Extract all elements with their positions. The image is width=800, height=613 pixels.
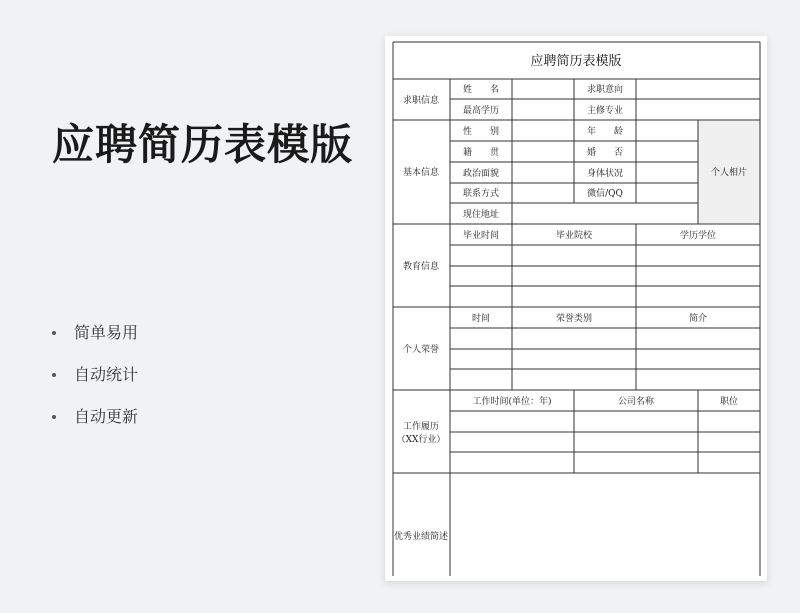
page-headline: 应聘简历表模版 bbox=[52, 120, 354, 169]
field-wechat-label: 微信/QQ bbox=[587, 189, 623, 199]
resume-form-grid bbox=[385, 36, 767, 581]
feature-label: 自动统计 bbox=[74, 365, 139, 384]
feature-label: 自动更新 bbox=[74, 407, 139, 426]
feature-item bbox=[52, 396, 138, 438]
field-marital-label: 婚 否 bbox=[586, 148, 624, 158]
bullet-icon bbox=[52, 373, 56, 377]
education-header-time: 毕业时间 bbox=[462, 231, 500, 241]
feature-item bbox=[52, 354, 138, 396]
work-header-position: 职位 bbox=[719, 397, 739, 407]
field-political-label: 政治面貌 bbox=[462, 169, 500, 179]
section-work-sublabel: （XX行业） bbox=[396, 435, 446, 445]
feature-label: 简单易用 bbox=[74, 323, 139, 342]
education-header-degree: 学历学位 bbox=[679, 231, 717, 241]
field-photo-label: 个人相片 bbox=[710, 168, 748, 178]
feature-list bbox=[52, 312, 138, 438]
form-title: 应聘简历表模版 bbox=[530, 54, 622, 69]
honor-header-intro: 简介 bbox=[688, 314, 708, 324]
field-degree-label: 最高学历 bbox=[462, 106, 500, 116]
field-name-label: 姓 名 bbox=[462, 85, 500, 95]
section-education-label: 教育信息 bbox=[402, 262, 440, 272]
work-header-company: 公司名称 bbox=[617, 397, 655, 407]
field-major-label: 主修专业 bbox=[586, 106, 624, 116]
field-origin-label: 籍 贯 bbox=[462, 148, 500, 158]
honor-header-category: 荣誉类别 bbox=[555, 314, 593, 324]
section-work-label: 工作履历 bbox=[402, 422, 440, 432]
field-age-label: 年 龄 bbox=[586, 127, 624, 137]
feature-item bbox=[52, 312, 138, 354]
field-health-label: 身体状况 bbox=[586, 169, 624, 179]
bullet-icon bbox=[52, 415, 56, 419]
section-achievement-label: 优秀业绩简述 bbox=[393, 532, 449, 542]
resume-form-sheet bbox=[385, 36, 767, 581]
bullet-icon bbox=[52, 331, 56, 335]
field-contact-label: 联系方式 bbox=[462, 189, 500, 199]
section-basic-label: 基本信息 bbox=[402, 168, 440, 178]
field-gender-label: 性 别 bbox=[462, 127, 500, 137]
field-address-label: 现住地址 bbox=[462, 210, 500, 220]
section-job-label: 求职信息 bbox=[402, 96, 440, 106]
field-intent-label: 求职意向 bbox=[586, 85, 624, 95]
work-header-time: 工作时间(单位：年) bbox=[472, 397, 552, 407]
honor-header-time: 时间 bbox=[471, 314, 491, 324]
section-honor-label: 个人荣誉 bbox=[402, 345, 440, 355]
education-header-school: 毕业院校 bbox=[555, 231, 593, 241]
